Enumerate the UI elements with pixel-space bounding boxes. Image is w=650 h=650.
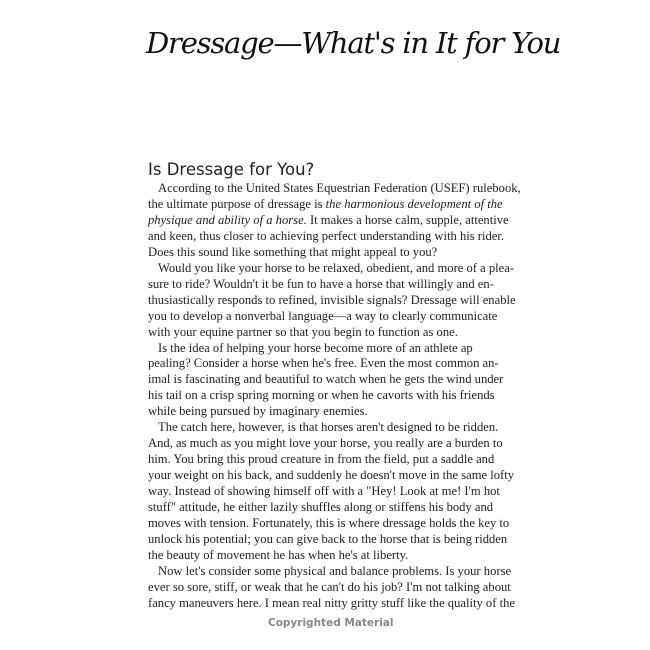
text-line xyxy=(148,548,440,564)
text-line xyxy=(148,308,498,325)
text-segment: thusiastically responds to refined, invisible signals? Dressage will enable xyxy=(148,292,516,307)
text-segment: Would you like your horse to be relaxed, obedient, and more of a plea- xyxy=(158,260,515,275)
text-segment: stuff" attitude, he either lazily shuffles along or stiffens his body and xyxy=(148,500,494,515)
text-line xyxy=(148,228,505,245)
text-line xyxy=(148,531,508,548)
text-line xyxy=(148,436,503,452)
text-segment: the ultimate purpose of dressage is xyxy=(148,196,326,211)
text-line xyxy=(148,181,521,197)
text-segment: you to develop a nonverbal language—a way to clearly communicate xyxy=(148,308,498,323)
text-segment: moves with tension. Fortunately, this is where dressage holds the key to xyxy=(148,516,510,531)
text-line xyxy=(148,420,499,436)
text-segment: And, as much as you might love your horse, you really are a burden to xyxy=(148,436,503,451)
text-segment: with your equine partner so that you begin to function as one. xyxy=(148,324,458,339)
text-line xyxy=(148,340,473,357)
text-line xyxy=(148,500,494,516)
chapter-title: Dressage—What's in It for You xyxy=(146,26,561,60)
text-line xyxy=(148,356,499,372)
text-segment: Now let's consider some physical and balance problems. Is your horse xyxy=(158,563,512,578)
text-line xyxy=(148,516,510,532)
text-segment: your weight on his back, and suddenly he doesn't move in the same lofty xyxy=(148,468,515,483)
text-segment: pealing? Consider a horse when he's free. Even the most common an- xyxy=(148,356,499,371)
italic-text: physique and ability of a horse. xyxy=(148,212,307,227)
text-line xyxy=(148,372,504,388)
text-line xyxy=(148,563,512,580)
text-segment: and keen, thus closer to achieving perfect understanding with his rider. xyxy=(148,228,505,243)
text-line xyxy=(148,276,494,293)
text-segment: It makes a horse calm, supple, attentive xyxy=(306,212,509,227)
text-line xyxy=(148,292,516,309)
section-heading: Is Dressage for You? xyxy=(148,160,315,179)
text-segment: the beauty of movement he has when he's at liberty. xyxy=(148,547,409,562)
text-line xyxy=(148,324,458,341)
text-segment: According to the United States Equestrian Federation (USEF) rulebook, xyxy=(158,181,521,195)
text-segment: Is the idea of helping your horse become more of an athlete ap xyxy=(158,340,473,355)
body-text xyxy=(148,181,521,612)
italic-text: the harmonious development of the xyxy=(325,196,503,211)
text-line xyxy=(148,579,511,596)
text-segment: Does this sound like something that might appeal to you? xyxy=(148,244,438,259)
text-segment: his tail on a crisp spring morning or when he cavorts with his friends xyxy=(148,388,495,403)
text-segment: fancy maneuvers here. I mean real nitty gritty stuff like the quality of the xyxy=(148,595,515,610)
text-segment: imal is fascinating and beautiful to watch when he gets the wind under xyxy=(148,372,504,387)
text-segment: The catch here, however, is that horses aren't designed to be ridden. xyxy=(158,420,499,435)
text-line xyxy=(148,404,440,420)
text-line xyxy=(148,595,515,612)
text-segment: ever so sore, stiff, or weak that he can't do his job? I'm not talking about xyxy=(148,579,511,594)
text-line xyxy=(148,212,509,229)
copyright-watermark: Copyrighted Material xyxy=(268,617,394,629)
text-segment: him. You bring this proud creature in from the field, put a saddle and xyxy=(148,452,495,467)
text-line xyxy=(148,260,515,277)
text-line xyxy=(148,484,500,500)
text-line xyxy=(148,468,515,484)
text-line xyxy=(148,452,495,468)
text-segment: while being pursued by imaginary enemies. xyxy=(148,404,368,419)
text-line xyxy=(148,196,503,213)
text-segment: way. Instead of showing himself off with a "Hey! Look at me! I'm hot xyxy=(148,484,500,499)
text-segment: unlock his potential; you can give back to the horse that is being ridden xyxy=(148,531,508,546)
text-line xyxy=(148,245,440,261)
text-line xyxy=(148,388,495,404)
text-segment: sure to ride? Wouldn't it be fun to have a horse that willingly and en- xyxy=(148,276,494,291)
